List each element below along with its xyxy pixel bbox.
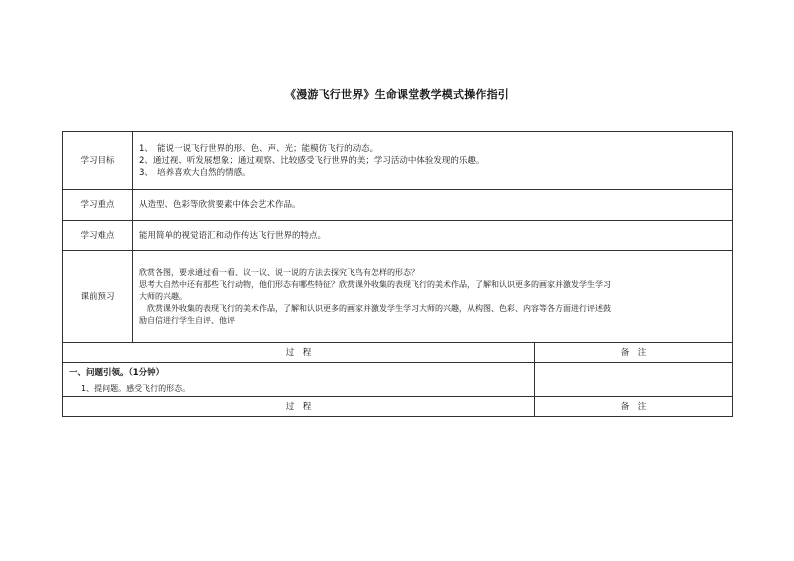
preview-row [63,251,733,343]
preview-line: 励自信进行学生自评、他评 [139,315,235,325]
goals-label: 学习目标 [63,132,133,190]
goals-row [63,132,733,190]
process-header: 过 程 [63,343,535,363]
goals-line: 3、 培养喜欢大自然的情感。 [139,167,251,178]
focus-text: 从造型、色彩等欣赏要素中体会艺术作品。 [139,200,301,210]
goals-line: 1、 能说一说飞行世界的形、色、声、光；能模仿飞行的动态。 [139,143,379,154]
preview-content [133,251,733,343]
difficulty-label: 学习难点 [63,221,133,251]
notes-header-2: 备 注 [535,397,733,417]
preview-label: 课前预习 [63,251,133,343]
difficulty-row [63,221,733,251]
process-header-row-2 [63,397,733,417]
preview-line: 思考大自然中还有那些飞行动物，他们形态有哪些特征？欣赏课外收集的表现飞行的美术作品，了解和认识更多的画家并激发学生学习 [139,279,611,289]
process-header-2: 过 程 [63,397,535,417]
lesson-plan-table [62,131,733,417]
preview-line: 欣赏课外收集的表现飞行的美术作品，了解和认识更多的画家并激发学生学习大师的兴趣，从构图、色彩、内容等各方面进行评述鼓 [139,303,611,313]
notes-header: 备 注 [535,343,733,363]
page-title: 《漫游飞行世界》生命课堂教学模式操作指引 [285,88,509,101]
section-notes-cell [535,363,733,397]
process-header-row [63,343,733,363]
preview-line: 大师的兴趣。 [139,291,187,301]
section-row [63,363,733,397]
goals-content [133,132,733,190]
section-content [63,363,535,397]
difficulty-text: 能用简单的视觉语汇和动作传达飞行世界的特点。 [139,230,327,241]
focus-content [133,190,733,221]
section-item: 1、提问题。感受飞行的形态。 [81,383,191,393]
focus-row [63,190,733,221]
preview-line: 欣赏各图，要求通过看一看、议一议、说一说的方法去探究飞鸟有怎样的形态？ [139,267,419,277]
section-title: 一、问题引领。（1分钟） [69,367,165,378]
goals-line: 2、通过视、听发展想象；通过观察、比较感受飞行世界的美；学习活动中体验发现的乐趣。 [139,155,485,166]
focus-label: 学习重点 [63,190,133,221]
difficulty-content [133,221,733,251]
